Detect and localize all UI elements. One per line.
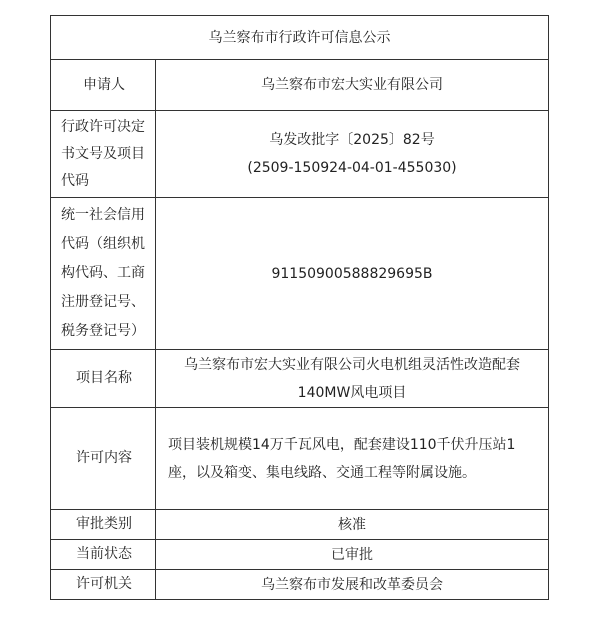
table-row xyxy=(51,540,549,570)
table-row xyxy=(51,408,549,510)
table-row xyxy=(51,198,549,350)
row-label-licensing-authority: 许可机关 xyxy=(51,570,156,600)
row-label-license-content: 许可内容 xyxy=(51,408,156,510)
row-value-decision-number xyxy=(156,111,549,198)
project-name-line: 乌兰察布市宏大实业有限公司火电机组灵活性改造配套 xyxy=(184,356,520,373)
row-value-current-status: 已审批 xyxy=(156,540,549,570)
decision-number-line: 乌发改批字〔2025〕82号 xyxy=(269,132,435,148)
row-label-current-status: 当前状态 xyxy=(51,540,156,570)
license-info-table xyxy=(50,15,549,600)
table-row xyxy=(51,111,549,198)
row-value-approval-category: 核准 xyxy=(156,510,549,540)
row-value-credit-code: 91150900588829695B xyxy=(156,198,549,350)
table-row xyxy=(51,350,549,408)
table-row xyxy=(51,60,549,111)
row-value-license-content: 项目装机规模14万千瓦风电，配套建设110千伏升压站1座，以及箱变、集电线路、交通工程等附属设施。 xyxy=(156,408,549,510)
table-row xyxy=(51,510,549,540)
row-label-applicant: 申请人 xyxy=(51,60,156,111)
row-label-credit-code: 统一社会信用代码（组织机构代码、工商注册登记号、税务登记号） xyxy=(51,198,156,350)
table-row xyxy=(51,570,549,600)
project-code-line: (2509-150924-04-01-455030) xyxy=(247,160,457,176)
row-value-applicant: 乌兰察布市宏大实业有限公司 xyxy=(156,60,549,111)
project-name-line: 140MW风电项目 xyxy=(297,384,407,401)
row-value-licensing-authority: 乌兰察布市发展和改革委员会 xyxy=(156,570,549,600)
row-value-project-name xyxy=(156,350,549,408)
table-title-row xyxy=(51,16,549,60)
row-label-decision-number: 行政许可决定书文号及项目代码 xyxy=(51,111,156,198)
row-label-approval-category: 审批类别 xyxy=(51,510,156,540)
row-label-project-name: 项目名称 xyxy=(51,350,156,408)
table-title: 乌兰察布市行政许可信息公示 xyxy=(51,16,549,60)
